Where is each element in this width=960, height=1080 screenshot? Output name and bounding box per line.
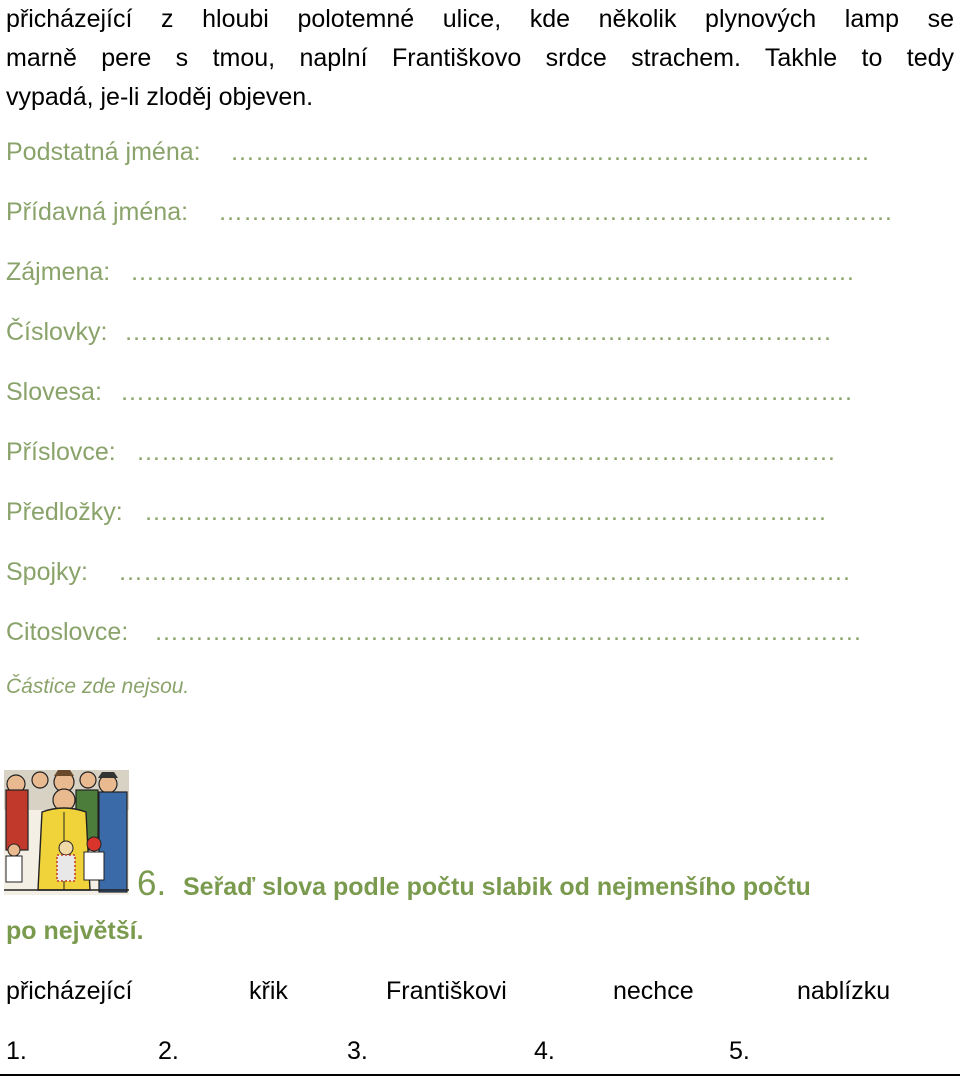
category-label: Citoslovce: (6, 618, 129, 646)
answer-dotted-line[interactable]: …………………………………………………………………………. (124, 318, 831, 346)
word-1: přicházející (6, 977, 133, 1005)
category-label: Slovesa: (6, 378, 102, 406)
category-row-nouns[interactable] (6, 137, 869, 167)
word-4: nechce (613, 977, 694, 1005)
category-row-adverbs[interactable] (6, 437, 836, 467)
category-label: Přídavná jména: (6, 198, 189, 226)
category-label: Spojky: (6, 558, 88, 586)
crowd-illustration (4, 770, 129, 895)
text-paragraph (6, 0, 954, 117)
word-2: křik (249, 977, 288, 1005)
category-row-conjunctions[interactable] (6, 557, 850, 587)
answer-dotted-line[interactable]: …………………………………………………………………………… (130, 258, 855, 286)
category-row-prepositions[interactable] (6, 497, 826, 527)
answer-slot-2[interactable]: 2. (158, 1037, 179, 1065)
paragraph-line-1: přicházející z hloubi polotemné ulice, kde několik plynových lamp se (6, 5, 954, 33)
task-heading: Seřaď slova podle počtu slabik od nejmenšího počtu (183, 873, 811, 901)
category-row-adjectives[interactable] (6, 197, 893, 227)
answer-slot-4[interactable]: 4. (534, 1037, 555, 1065)
category-label: Předložky: (6, 498, 123, 526)
category-label: Číslovky: (6, 318, 108, 346)
answer-dotted-line[interactable]: ………………………………………………………………………. (144, 498, 826, 526)
word-5: nablízku (797, 977, 891, 1005)
answer-slot-1[interactable]: 1. (6, 1037, 27, 1065)
category-label: Podstatná jména: (6, 138, 201, 166)
category-row-interjections[interactable] (6, 617, 861, 647)
paragraph-line-3: vypadá, je-li zloděj objeven. (6, 83, 314, 111)
answer-dotted-line[interactable]: ……………………………………………………………………… (218, 198, 893, 226)
category-label: Příslovce: (6, 438, 116, 466)
category-row-verbs[interactable] (6, 377, 852, 407)
word-3: Františkovi (386, 977, 507, 1005)
task-number: 6. (137, 864, 167, 903)
answer-dotted-line[interactable]: …………………………………………………………………………. (154, 618, 861, 646)
category-label: Zájmena: (6, 258, 111, 286)
answer-dotted-line[interactable]: ……………………………………………………………………………. (118, 558, 850, 586)
answer-dotted-line[interactable]: ………………………………………………………………………… (136, 438, 836, 466)
category-row-pronouns[interactable] (6, 257, 855, 287)
answer-slot-5[interactable]: 5. (729, 1037, 750, 1065)
category-row-numerals[interactable] (6, 317, 831, 347)
paragraph-line-2: marně pere s tmou, naplní Františkovo srdce strachem. Takhle to tedy (6, 44, 954, 72)
bottom-rule (0, 1074, 960, 1076)
particles-note: Částice zde nejsou. (6, 675, 190, 698)
task-heading-continued: po největší. (6, 917, 144, 945)
answer-dotted-line[interactable]: ………………………………………………………………….. (230, 138, 869, 166)
answer-slot-3[interactable]: 3. (347, 1037, 368, 1065)
answer-dotted-line[interactable]: ……………………………………………………………………………. (120, 378, 852, 406)
